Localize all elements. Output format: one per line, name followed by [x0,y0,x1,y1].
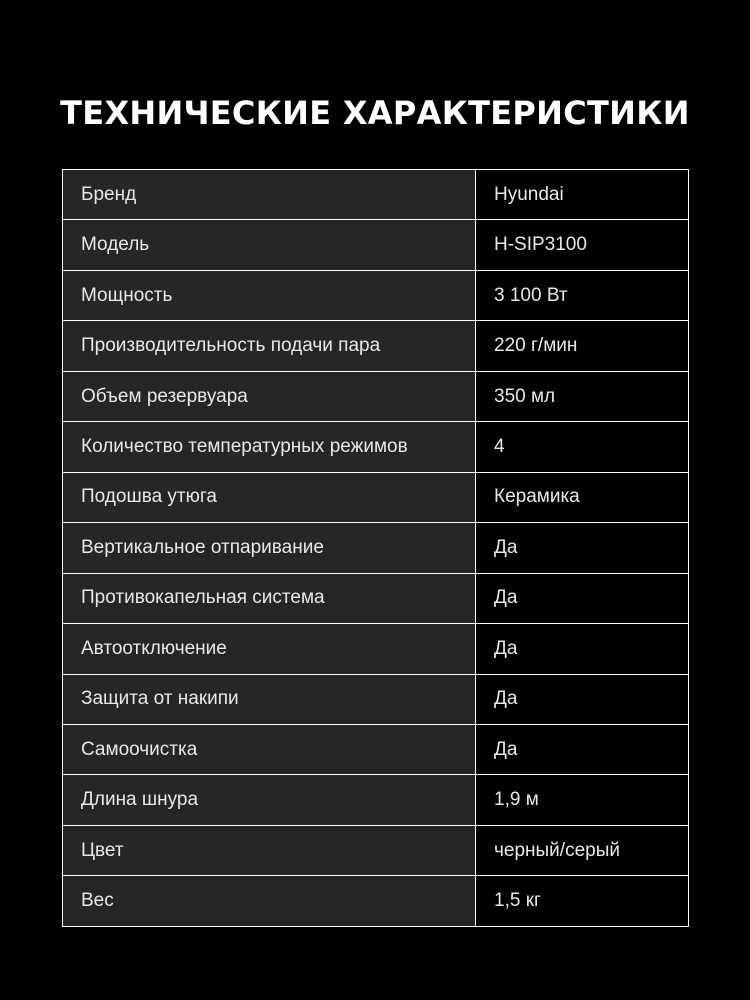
spec-value: 3 100 Вт [476,270,689,320]
spec-value: Да [476,624,689,674]
spec-value: 4 [476,422,689,472]
table-row [63,523,689,573]
spec-label: Подошва утюга [63,472,476,522]
page-title: ТЕХНИЧЕСКИЕ ХАРАКТЕРИСТИКИ [60,94,690,132]
table-row [63,573,689,623]
table-row [63,371,689,421]
spec-value: Да [476,724,689,774]
spec-label: Модель [63,220,476,270]
spec-value: 1,9 м [476,775,689,825]
spec-label: Вертикальное отпаривание [63,523,476,573]
spec-table [62,169,689,927]
spec-label: Бренд [63,170,476,220]
spec-value: Да [476,573,689,623]
spec-label: Мощность [63,270,476,320]
table-row [63,775,689,825]
spec-value: 1,5 кг [476,876,689,927]
spec-table-body [63,170,689,927]
spec-label: Самоочистка [63,724,476,774]
spec-label: Объем резервуара [63,371,476,421]
spec-value: Да [476,674,689,724]
spec-value: 350 мл [476,371,689,421]
table-row [63,220,689,270]
spec-label: Противокапельная система [63,573,476,623]
table-row [63,825,689,875]
spec-label: Защита от накипи [63,674,476,724]
spec-label: Производительность подачи пара [63,321,476,371]
table-row [63,270,689,320]
table-row [63,422,689,472]
table-row [63,624,689,674]
table-row [63,876,689,927]
spec-value: Hyundai [476,170,689,220]
spec-value: H-SIP3100 [476,220,689,270]
table-row [63,472,689,522]
spec-value: черный/серый [476,825,689,875]
table-row [63,321,689,371]
spec-label: Автоотключение [63,624,476,674]
spec-value: 220 г/мин [476,321,689,371]
spec-value: Да [476,523,689,573]
spec-value: Керамика [476,472,689,522]
table-row [63,674,689,724]
table-row [63,170,689,220]
spec-label: Длина шнура [63,775,476,825]
table-row [63,724,689,774]
spec-label: Цвет [63,825,476,875]
spec-label: Количество температурных режимов [63,422,476,472]
spec-label: Вес [63,876,476,927]
